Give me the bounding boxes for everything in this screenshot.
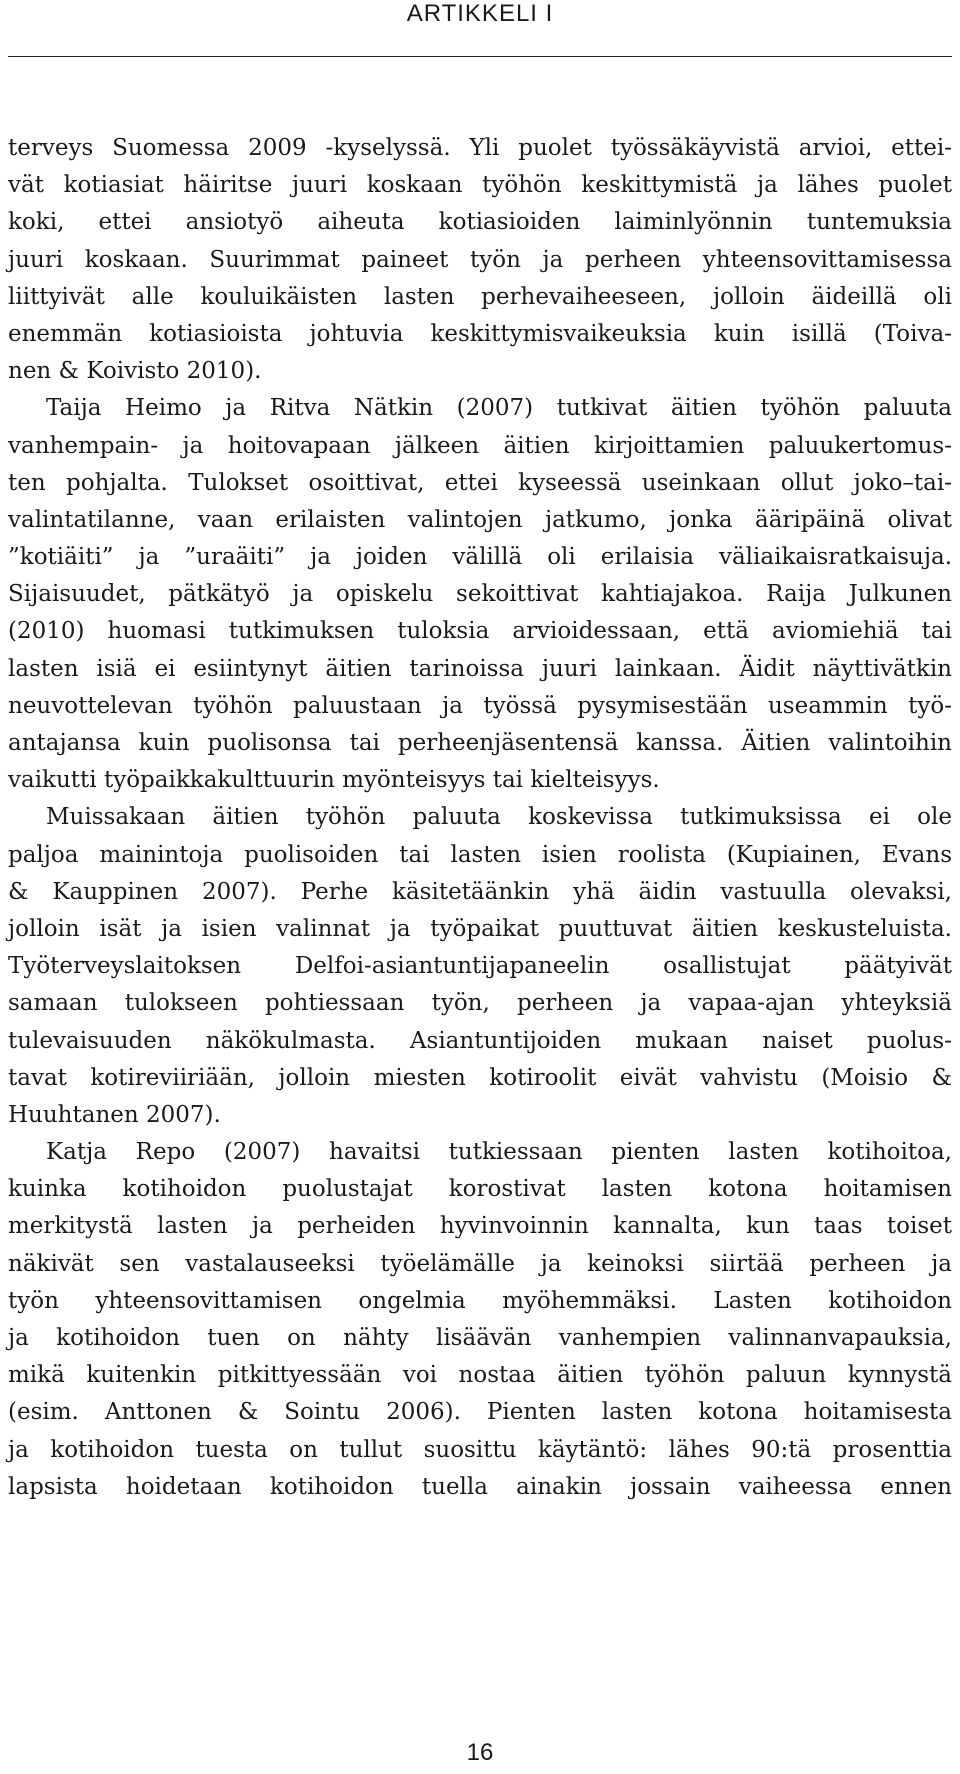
- page-number: 16: [466, 1739, 494, 1766]
- article-body: [8, 130, 952, 1506]
- paragraph-first-line: Muissakaan äitien työhön paluuta koskevissa tutkimuksissa ei ole: [46, 804, 952, 831]
- text-line: & Kauppinen 2007). Perhe käsitetäänkin yhä äidin vastuulla olevaksi,: [8, 878, 952, 905]
- text-line: merkitystä lasten ja perheiden hyvinvoinnin kannalta, kun taas toiset: [8, 1213, 952, 1240]
- text-line: liittyivät alle kouluikäisten lasten perhevaiheeseen, jolloin äideillä oli: [8, 283, 952, 310]
- text-line: jolloin isät ja isien valinnat ja työpaikat puuttuvat äitien keskusteluista.: [8, 915, 952, 942]
- text-line: neuvottelevan työhön paluustaan ja työssä pysymisestään useammin työ-: [8, 692, 952, 719]
- text-line: ja kotihoidon tuesta on tullut suosittu käytäntö: lähes 90:tä prosenttia: [8, 1436, 952, 1463]
- text-line: ja kotihoidon tuen on nähty lisäävän vanhempien valinnanvapauksia,: [8, 1325, 952, 1351]
- text-line: vanhempain- ja hoitovapaan jälkeen äitien kirjoittamien paluukertomus-: [8, 432, 952, 459]
- text-line: ”kotiäiti” ja ”uraäiti” ja joiden välillä oli erilaisia väliaikaisratkaisuja.: [8, 544, 952, 571]
- text-line: lasten isiä ei esiintynyt äitien tarinoissa juuri lainkaan. Äidit näyttivätkin: [8, 655, 952, 682]
- text-line: vät kotiasiat häiritse juuri koskaan työhön keskittymistä ja lähes puolet: [8, 172, 952, 199]
- text-line: Huuhtanen 2007).: [8, 1101, 221, 1128]
- text-line: näkivät sen vastalauseeksi työelämälle ja keinoksi siirtää perheen ja: [8, 1250, 952, 1277]
- text-line: nen & Koivisto 2010).: [8, 358, 262, 385]
- text-line: tavat kotireviiriään, jolloin miesten kotiroolit eivät vahvistu (Moisio &: [8, 1064, 952, 1091]
- text-line: juuri koskaan. Suurimmat paineet työn ja perheen yhteensovittamisessa: [8, 246, 952, 273]
- text-line: (2010) huomasi tutkimuksen tuloksia arvioidessaan, että aviomiehiä tai: [8, 618, 952, 645]
- text-line: enemmän kotiasioista johtuvia keskittymisvaikeuksia kuin isillä (Toiva-: [8, 320, 952, 347]
- text-line: samaan tulokseen pohtiessaan työn, perheen ja vapaa-ajan yhteyksiä: [8, 990, 952, 1017]
- text-line: (esim. Anttonen & Sointu 2006). Pienten lasten kotona hoitamisesta: [8, 1399, 952, 1426]
- text-line: kuinka kotihoidon puolustajat korostivat lasten kotona hoitamisen: [8, 1176, 952, 1203]
- text-line: tulevaisuuden näkökulmasta. Asiantuntijoiden mukaan naiset puolus-: [8, 1027, 952, 1054]
- running-header: ARTIKKELI I: [406, 0, 554, 27]
- text-line: koki, ettei ansiotyö aiheuta kotiasioiden laiminlyönnin tuntemuksia: [8, 209, 952, 236]
- text-line: valintatilanne, vaan erilaisten valintojen jatkumo, jonka ääripäinä olivat: [8, 506, 952, 533]
- text-line: lapsista hoidetaan kotihoidon tuella ainakin jossain vaiheessa ennen: [8, 1473, 952, 1500]
- text-line: antajansa kuin puolisonsa tai perheenjäsentensä kanssa. Äitien valintoihin: [8, 730, 952, 756]
- text-line: mikä kuitenkin pitkittyessään voi nostaa äitien työhön paluun kynnystä: [8, 1362, 952, 1389]
- paragraph-first-line: Katja Repo (2007) havaitsi tutkiessaan pienten lasten kotihoitoa,: [46, 1139, 952, 1166]
- text-line: Sijaisuudet, pätkätyö ja opiskelu sekoittivat kahtiajakoa. Raija Julkunen: [8, 581, 952, 608]
- text-line: ten pohjalta. Tulokset osoittivat, ettei kyseessä useinkaan ollut joko–tai-: [8, 469, 952, 496]
- text-line: vaikutti työpaikkakulttuurin myönteisyys tai kielteisyys.: [8, 767, 660, 794]
- text-line: Työterveyslaitoksen Delfoi-asiantuntijapaneelin osallistujat päätyivät: [8, 953, 952, 980]
- header-rule: [8, 56, 952, 57]
- text-line: työn yhteensovittamisen ongelmia myöhemmäksi. Lasten kotihoidon: [8, 1287, 952, 1314]
- paragraph-first-line: Taija Heimo ja Ritva Nätkin (2007) tutkivat äitien työhön paluuta: [46, 395, 952, 422]
- text-line: terveys Suomessa 2009 -kyselyssä. Yli puolet työssäkäyvistä arvioi, ettei-: [8, 135, 952, 161]
- text-line: paljoa mainintoja puolisoiden tai lasten isien roolista (Kupiainen, Evans: [8, 841, 952, 868]
